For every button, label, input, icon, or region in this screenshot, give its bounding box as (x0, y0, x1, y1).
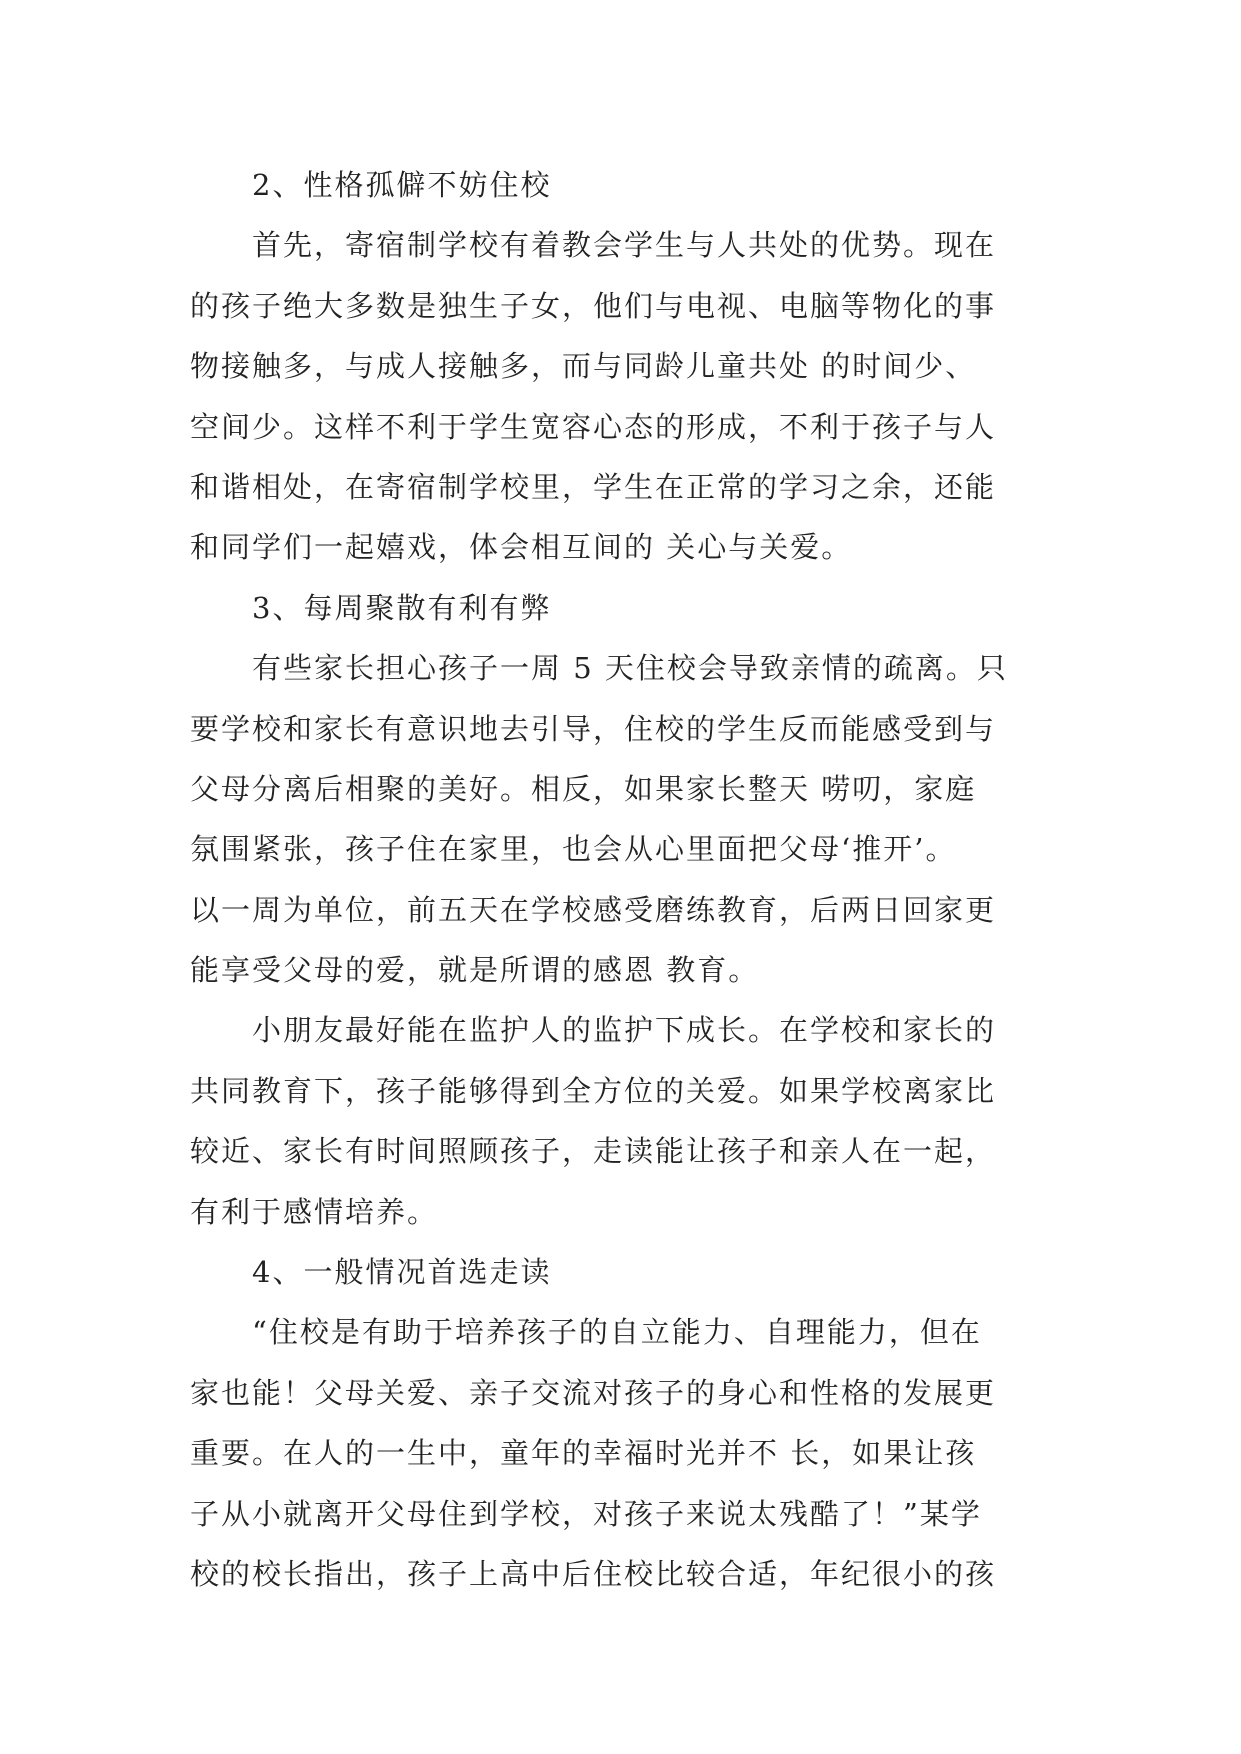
text-line: 有利于感情培养。 (190, 1194, 439, 1229)
text-line: 和同学们一起嬉戏，体会相互间的 关心与关爱。 (190, 530, 853, 565)
text-line: 子从小就离开父母住到学校，对孩子来说太残酷了！”某学 (190, 1496, 982, 1531)
text-line: 重要。在人的一生中，童年的幸福时光并不 长，如果让孩 (190, 1436, 977, 1471)
paragraph-first-line: 小朋友最好能在监护人的监护下成长。在学校和家长的 (252, 1013, 997, 1048)
paragraph-first-line: 2、性格孤僻不妨住校 (252, 168, 552, 202)
paragraph-first-line: 有些家长担心孩子一周 5 天住校会导致亲情的疏离。只 (252, 651, 1008, 686)
text-line: 要学校和家长有意识地去引导，住校的学生反而能感受到与 (190, 711, 997, 746)
text-line: 空间少。这样不利于学生宽容心态的形成，不利于孩子与人 (190, 409, 997, 444)
paragraph-first-line: 4、一般情况首选走读 (252, 1255, 552, 1290)
document-body (190, 155, 1052, 1604)
text-line: 校的校长指出，孩子上高中后住校比较合适，年纪很小的孩 (190, 1556, 997, 1591)
text-line: 较近、家长有时间照顾孩子，走读能让孩子和亲人在一起， (190, 1134, 997, 1169)
paragraph-first-line: “住校是有助于培养孩子的自立能力、自理能力，但在 (252, 1315, 982, 1350)
text-line: 父母分离后相聚的美好。相反，如果家长整天 唠叨，家庭 (190, 771, 977, 806)
text-line: 物接触多，与成人接触多，而与同龄儿童共处 的时间少、 (190, 349, 977, 384)
text-line: 以一周为单位，前五天在学校感受磨练教育，后两日回家更 (190, 892, 997, 927)
text-line: 能享受父母的爱，就是所谓的感恩 教育。 (190, 953, 760, 988)
text-line: 的孩子绝大多数是独生子女，他们与电视、电脑等物化的事 (190, 288, 997, 323)
paragraph-first-line: 3、每周聚散有利有弊 (252, 590, 552, 625)
text-line: 家也能！父母关爱、亲子交流对孩子的身心和性格的发展更 (190, 1375, 997, 1410)
text-line: 和谐相处，在寄宿制学校里，学生在正常的学习之余，还能 (190, 469, 997, 504)
text-line: 氛围紧张，孩子住在家里，也会从心里面把父母‘推开’。 (190, 832, 957, 867)
paragraph-first-line: 首先，寄宿制学校有着教会学生与人共处的优势。现在 (252, 228, 997, 263)
text-line: 共同教育下，孩子能够得到全方位的关爱。如果学校离家比 (190, 1073, 997, 1108)
